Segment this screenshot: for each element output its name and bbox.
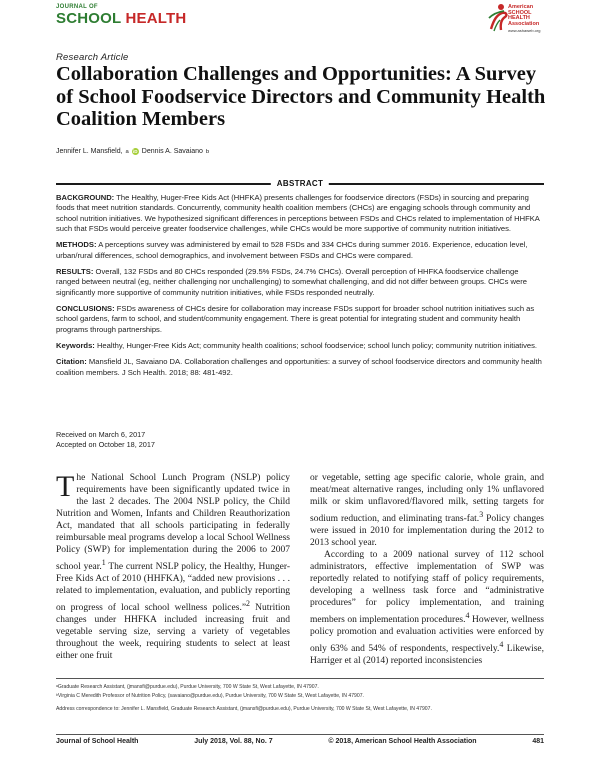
journal-logo [56, 4, 186, 26]
abstract-keywords [56, 341, 544, 351]
body-text-run: According to a 2009 national survey of 112 school administrators, effective implementation of SWP was reportedly related to notifying staff of policy requirements, developing a wellness task force and “administrative procedures” for policy implementation, and training members on implementation procedures. [310, 549, 544, 625]
asha-logo [488, 3, 550, 37]
body-paragraph [310, 473, 544, 550]
article-title: Collaboration Challenges and Opportunities: A Survey of School Foodservice Directors and Community Health Coalition Members [56, 63, 546, 130]
results-label: RESULTS: [56, 267, 94, 277]
body-text-run: Likewise, Harriger et al (2014) reported inconsistencies [310, 643, 544, 666]
abstract-results [56, 267, 544, 298]
citation-ref[interactable]: 4 [465, 610, 470, 620]
author-line [56, 148, 209, 155]
author-2-affiliation: b [205, 148, 210, 155]
correspondence-note: Address correspondence to: Jennifer L. Mansfield, Graduate Research Assistant, (jmansfi@purdue.edu), Purdue University, 700 W State St, West Lafayette, IN 47907. [56, 706, 432, 713]
abstract-background [56, 193, 544, 235]
author-1-affiliation: a [125, 148, 129, 155]
page-number: 481 [532, 738, 544, 745]
journal-logo-word-health: HEALTH [125, 10, 187, 27]
citation-ref[interactable]: 3 [479, 509, 484, 519]
body-paragraph [310, 550, 544, 668]
journal-logo-small: JOURNAL OF [56, 4, 98, 10]
body-column-left [56, 470, 290, 668]
body-paragraph [56, 470, 290, 663]
footnote-a: ᵃGraduate Research Assistant, (jmansfi@purdue.edu), Purdue University, 700 W State St, West Lafayette, IN 47907. [56, 684, 319, 690]
body-text-run: Policy changes were issued in 2010 for implementation during the 2012 to 2013 school year. [310, 514, 544, 548]
methods-label: METHODS: [56, 240, 97, 250]
asha-wordmark [508, 5, 540, 34]
citation-text: Mansfield JL, Savaiano DA. Collaboration challenges and opportunities: a survey of school foodservice directors and community health coalition members. J Sch Health. 2018; 88: 481-492. [56, 357, 542, 377]
background-text: The Healthy, Huger-Free Kids Act (HHFKA) presents challenges for foodservice directors (FSDs) in sourcing and preparing foods that meet nutrition standards. Concurrently, community health coalition members (CHCs) are engaging schools through community and school nutrition initiatives. We hypothesized significant differences in perceptions between FSDs and CHCs related to implementation of HHFKA such that FSDs would perceive greater foodservice challenges, while CHCs would be more supportive of community nutrition initiatives. [56, 193, 540, 234]
asha-line-3: HEALTH [508, 15, 530, 22]
citation-ref[interactable]: 1 [101, 557, 106, 567]
body-text-run: However, wellness policy promotion and evaluation activities were enforced by only 63% and 54% of respondents, respectively. [310, 614, 545, 654]
body-column-right [310, 473, 544, 668]
received-date: Received on March 6, 2017 [56, 430, 146, 439]
footnote-b: ᵇVirginia C Meredith Professor of Nutrition Policy, (savaiano@purdue.edu), Purdue University, 700 W State St, West Lafayette, IN 47907. [56, 693, 364, 700]
body-text-run: The current NSLP policy, the Healthy, Hunger-Free Kids Act of 2010 (HHFKA), “added new provisions . . . related to implementation, evaluation, and publicly reporting on progress of local school wellness polices.” [56, 561, 290, 613]
asha-figure-icon [488, 3, 510, 33]
citation-label: Citation: [56, 357, 87, 367]
body-text-run: or vegetable, setting age specific calorie, whole grain, and meat/meat alternative ranges, including only 1% unflavored milk or skim unflavored/flavored milk, setting targets for sodium reduction, and eliminating trans-fat. [310, 473, 544, 525]
body-text [56, 470, 545, 668]
abstract-divider [56, 180, 544, 188]
asha-line-1: American [508, 4, 534, 10]
footer-journal: Journal of School Health [56, 738, 139, 745]
accepted-date: Accepted on October 18, 2017 [56, 440, 155, 449]
author-1-name: Jennifer L. Mansfield, [56, 148, 123, 155]
abstract-conclusions [56, 304, 544, 335]
results-text: Overall, 132 FSDs and 80 CHCs responded (29.5% FSDs, 24.7% CHCs). Overall perception of HHFKA foodservice challenge ranged between neutral (eg, neither challenging nor unchallenging) to somewhat challenging, and did not differ between groups. CHCs were significantly more supportive of community nutrition initiatives, while FSDs responded neutrally. [56, 267, 527, 297]
citation-ref[interactable]: 4 [499, 639, 504, 649]
article-dates [56, 430, 155, 450]
conclusions-text: FSDs awareness of CHCs desire for collaboration may increase FSDs support for broader school nutrition initiatives such as school gardens, farm to school, and student/community engagement. There is great potential for integrating student and community health programs through partnerships. [56, 304, 535, 334]
drop-cap: T [56, 470, 75, 503]
section-label: Research Article [56, 52, 129, 63]
footer-issue: July 2018, Vol. 88, No. 7 [194, 738, 273, 745]
asha-line-4: Association [508, 20, 540, 27]
asha-line-2: SCHOOL [508, 9, 532, 16]
body-text-run: he National School Lunch Program (NSLP) policy requirements have been significantly updated twice in the last 2 decades. The 2004 NSLP policy, the Child Nutrition and Women, Infants and Children Reauthorization Act, mandated that all schools participating in federally reimbursable meal programs develop a local School Wellness Policy (SWP) for implementation during the 2006 to 2007 school year. [56, 473, 290, 572]
methods-text: A perceptions survey was administered by email to 528 FSDs and 334 CHCs during summer 2016. Experience, education level, urban/rural differences, school demographics, and involvement between FSDs and CHCs were compared. [56, 240, 528, 260]
abstract-methods [56, 240, 544, 261]
abstract-citation [56, 357, 544, 378]
conclusions-label: CONCLUSIONS: [56, 304, 115, 314]
footer-copyright: © 2018, American School Health Association [328, 738, 477, 745]
keywords-label: Keywords: [56, 341, 95, 351]
orcid-icon[interactable]: iD [133, 149, 138, 154]
author-2-name: Dennis A. Savaiano [141, 148, 203, 155]
abstract-heading: ABSTRACT [271, 179, 329, 188]
citation-ref[interactable]: 2 [246, 598, 250, 608]
journal-logo-title [56, 11, 186, 26]
abstract-body [56, 193, 544, 384]
page-footer [56, 734, 544, 745]
footnotes [56, 678, 544, 715]
background-label: BACKGROUND: [56, 193, 115, 202]
body-text-run: Nutrition changes under HHFKA included increasing fruit and vegetable serving size, serving a variety of vegetables throughout the week, requiring students to select at least either one fruit [56, 602, 290, 661]
journal-logo-word-school: SCHOOL [56, 10, 122, 27]
asha-url: www.ashaweb.org [508, 28, 541, 34]
keywords-text: Healthy, Hunger-Free Kids Act; community health coalitions; school foodservice; school lunch policy; community nutrition initiatives. [96, 341, 538, 351]
